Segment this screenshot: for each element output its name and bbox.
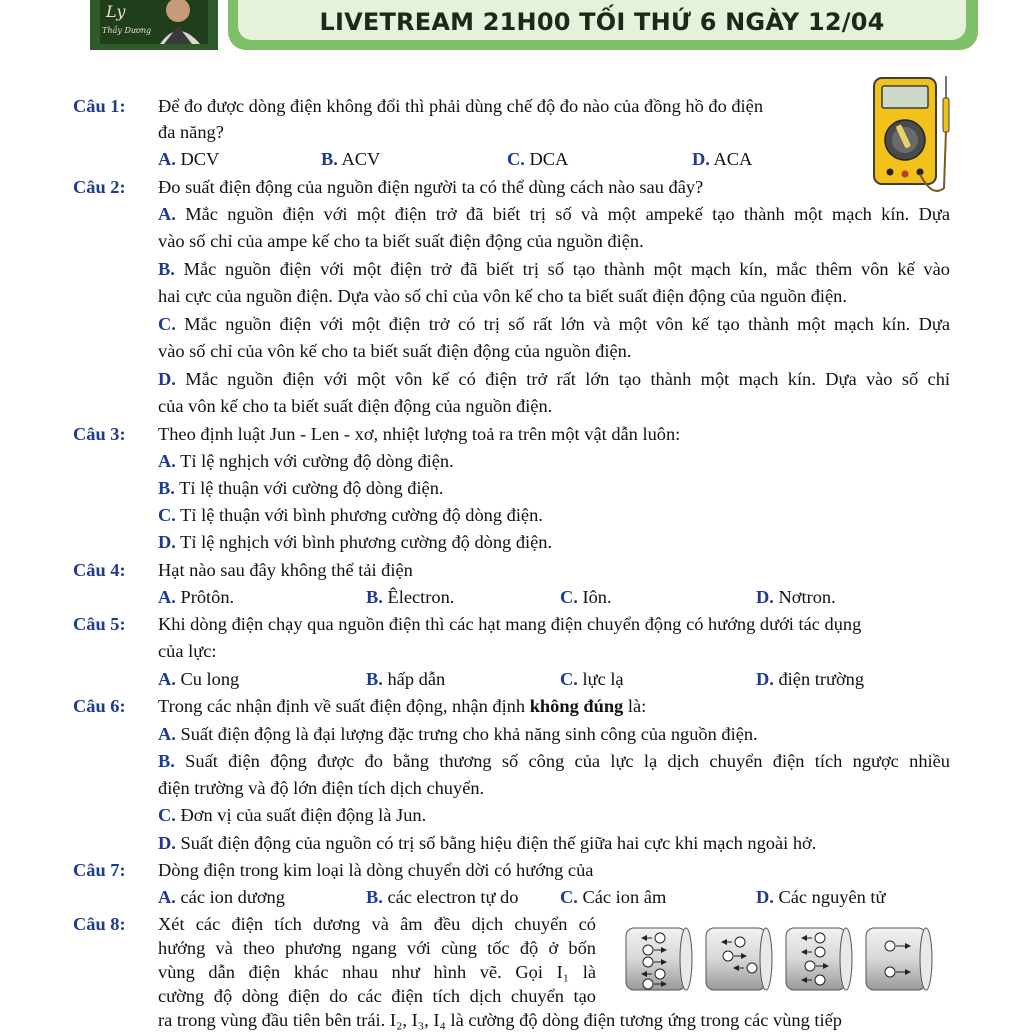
question-5-text-line-1: Khi dòng điện chạy qua nguồn điện thì các hạt mang điện chuyển động có hướng dưới tác dụng (158, 614, 862, 634)
option-letter: A. (158, 887, 176, 907)
option-letter: B. (321, 149, 338, 169)
option-text: ACV (337, 149, 381, 169)
question-2-number: Câu 2: (73, 177, 126, 197)
option-text: Mắc nguồn điện với một điện trở có trị số rất lớn và một vôn kế tạo thành một mạch kín. Dựa (175, 314, 950, 334)
question-2-option-c-cont: vào số chỉ của vôn kế cho ta biết suất điện động của nguồn điện. (158, 341, 632, 361)
charge-regions-icon (620, 920, 940, 1000)
option-text: Iôn. (577, 587, 612, 607)
option-letter: C. (507, 149, 525, 169)
option-text: điện trường (773, 669, 865, 689)
option-text: Tỉ lệ nghịch với bình phương cường độ dòng điện. (175, 532, 553, 552)
option-text: Nơtron. (773, 587, 836, 607)
question-6-emphasis: không đúng (529, 696, 624, 716)
option-text: các electron tự do (382, 887, 519, 907)
question-7-text: Dòng điện trong kim loại là dòng chuyển dời có hướng của (158, 860, 594, 880)
question-3-option-b (158, 476, 444, 500)
question-7-number: Câu 7: (73, 860, 126, 880)
question-5-text-line-2: của lực: (158, 641, 217, 661)
region-3 (786, 928, 852, 990)
option-text: Tỉ lệ thuận với cường độ dòng điện. (174, 478, 444, 498)
option-letter: A. (158, 724, 176, 744)
question-1-option-d (692, 147, 752, 171)
question-6-option-a (158, 722, 758, 746)
question-4-text: Hạt nào sau đây không thể tải điện (158, 560, 413, 580)
option-text: ACA (709, 149, 753, 169)
option-letter: C. (158, 805, 176, 825)
option-text: Mắc nguồn điện với một điện trở đã biết trị số và một ampekế tạo thành một mạch kín. Dựa (175, 204, 950, 224)
question-2-option-a (158, 202, 950, 226)
question-8-text-line-3: vùng dẫn điện khác nhau như hình vẽ. Gọi I₁ là (158, 962, 596, 982)
question-7-option-a (158, 885, 285, 909)
option-text: Suất điện động của nguồn có trị số bằng hiệu điện thế giữa hai cực khi mạch ngoài hở. (175, 833, 817, 853)
option-text: Các nguyên tử (773, 887, 886, 907)
question-5-option-a (158, 667, 239, 691)
option-text: DCA (524, 149, 569, 169)
option-letter: D. (756, 669, 774, 689)
question-6-text-pre: Trong các nhận định về suất điện động, nhận định (158, 696, 530, 716)
question-3-option-d (158, 530, 552, 554)
question-8-text-line-4: cường độ dòng điện do các điện tích dịch chuyển tạo (158, 986, 596, 1006)
option-text: Cu long (175, 669, 240, 689)
option-letter: C. (158, 505, 176, 525)
option-letter: B. (158, 751, 175, 771)
question-6-option-d (158, 831, 816, 855)
option-letter: B. (158, 478, 175, 498)
question-1-text-line-2: đa năng? (158, 122, 224, 142)
option-text: Tỉ lệ thuận với bình phương cường độ dòng điện. (175, 505, 543, 525)
question-4-option-d (756, 585, 836, 609)
option-text: Mắc nguồn điện với một điện trở đã biết trị số tạo thành một mạch kín, mắc thêm vôn kế vào (174, 259, 950, 279)
question-6-text-post: là: (623, 696, 647, 716)
question-8-text-line-2: hướng và theo phương ngang với cùng tốc độ ở bốn (158, 938, 596, 958)
option-letter: A. (158, 451, 176, 471)
option-letter: C. (560, 887, 578, 907)
question-4-number: Câu 4: (73, 560, 126, 580)
question-6-text (158, 694, 646, 718)
option-letter: B. (158, 259, 175, 279)
option-letter: C. (158, 314, 176, 334)
banner-title: LIVETREAM 21H00 TỐI THỨ 6 NGÀY 12/04 (319, 8, 885, 36)
question-7-option-c (560, 885, 666, 909)
question-5-option-d (756, 667, 864, 691)
question-3-number: Câu 3: (73, 424, 126, 444)
question-2-option-d-cont: của vôn kế cho ta biết suất điện động của nguồn điện. (158, 396, 553, 416)
option-text: Êlectron. (382, 587, 455, 607)
option-text: các ion dương (175, 887, 285, 907)
question-2-option-a-cont: vào số chỉ của ampe kế cho ta biết suất điện động của nguồn điện. (158, 231, 644, 251)
question-6-number: Câu 6: (73, 696, 126, 716)
option-letter: D. (692, 149, 710, 169)
question-5-option-b (366, 667, 445, 691)
question-5-number: Câu 5: (73, 614, 126, 634)
question-3-text: Theo định luật Jun - Len - xơ, nhiệt lượng toả ra trên một vật dẫn luôn: (158, 424, 681, 444)
question-2-option-b (158, 257, 950, 281)
question-1-option-a (158, 147, 219, 171)
question-1-option-c (507, 147, 568, 171)
option-text: DCV (175, 149, 220, 169)
option-letter: D. (158, 833, 176, 853)
question-2-option-c (158, 312, 950, 336)
option-letter: B. (366, 887, 383, 907)
region-4 (866, 928, 932, 990)
option-letter: D. (158, 369, 176, 389)
conduction-regions-diagram (620, 920, 940, 1000)
logo-subtext: Thầy Dương (102, 26, 152, 35)
option-text: Mắc nguồn điện với một vôn kế có điện trở rất lớn tạo thành một mạch kín. Dựa vào số chỉ (175, 369, 950, 389)
region-1 (626, 928, 692, 990)
question-8-text-line-1: Xét các điện tích dương và âm đều dịch chuyển có (158, 914, 596, 934)
option-letter: D. (158, 532, 176, 552)
option-text: Suất điện động được đo bằng thương số công của lực lạ dịch chuyển điện tích ngược nhiều (174, 751, 950, 771)
question-1-option-b (321, 147, 380, 171)
option-text: Các ion âm (577, 887, 667, 907)
question-3-option-a (158, 449, 454, 473)
question-4-option-a (158, 585, 234, 609)
question-6-option-b-cont: điện trường và độ lớn điện tích dịch chuyển. (158, 778, 485, 798)
question-6-option-b (158, 749, 950, 773)
option-text: hấp dẫn (382, 669, 446, 689)
option-letter: D. (756, 587, 774, 607)
question-8-number: Câu 8: (73, 914, 126, 934)
option-letter: D. (756, 887, 774, 907)
option-letter: A. (158, 204, 176, 224)
question-1-number: Câu 1: (73, 96, 126, 116)
question-1-text-line-1: Để đo được dòng điện không đổi thì phải dùng chế độ đo nào của đồng hồ đo điện (158, 96, 764, 116)
option-text: Đơn vị của suất điện động là Jun. (175, 805, 427, 825)
question-5-option-c (560, 667, 624, 691)
region-2 (706, 928, 772, 990)
question-4-option-c (560, 585, 612, 609)
question-2-text-line-1: Đo suất điện động của nguồn điện người ta có thể dùng cách nào sau đây? (158, 177, 704, 197)
option-text: lực lạ (577, 669, 624, 689)
option-text: Suất điện động là đại lượng đặc trưng cho khả năng sinh công của nguồn điện. (175, 724, 758, 744)
question-6-option-c (158, 803, 426, 827)
option-text: Tỉ lệ nghịch với cường độ dòng điện. (175, 451, 454, 471)
option-letter: A. (158, 669, 176, 689)
option-letter: C. (560, 669, 578, 689)
question-4-option-b (366, 585, 454, 609)
question-7-option-b (366, 885, 518, 909)
logo-text: Ly (106, 2, 126, 21)
question-2-option-b-cont: hai cực của nguồn điện. Dựa vào số chỉ của vôn kế cho ta biết suất điện động của nguồn điện. (158, 286, 847, 306)
option-letter: C. (560, 587, 578, 607)
question-3-option-c (158, 503, 543, 527)
question-8-text-line-5: ra trong vùng đầu tiên bên trái. I₂, I₃, I₄ là cường độ dòng điện tương ứng trong các vùng tiếp (158, 1010, 843, 1030)
question-2-option-d (158, 367, 950, 391)
option-letter: B. (366, 669, 383, 689)
option-letter: A. (158, 587, 176, 607)
option-text: Prôtôn. (175, 587, 235, 607)
option-letter: B. (366, 587, 383, 607)
option-letter: A. (158, 149, 176, 169)
question-7-option-d (756, 885, 886, 909)
